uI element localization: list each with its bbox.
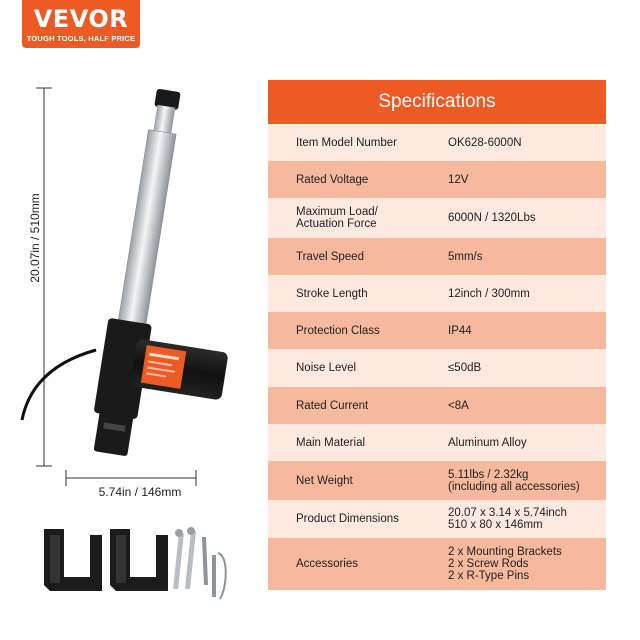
spec-key: Item Model Number xyxy=(296,136,397,149)
spec-key: Product Dimensions xyxy=(296,513,399,525)
spec-value: <8A xyxy=(448,399,469,412)
spec-row xyxy=(268,312,606,349)
spec-value: OK628-6000N xyxy=(448,136,522,149)
spec-value: 20.07 x 3.14 x 5.74inch 510 x 80 x 146mm xyxy=(448,507,567,531)
spec-row xyxy=(268,124,606,161)
spec-key: Travel Speed xyxy=(296,250,364,263)
spec-row xyxy=(268,349,606,387)
spec-key: Main Material xyxy=(296,436,366,449)
spec-value: 12inch / 300mm xyxy=(448,287,530,300)
height-dimension-label: 20.07in / 510mm xyxy=(28,193,42,283)
specifications-table xyxy=(268,80,606,600)
spec-key: Protection Class xyxy=(296,324,380,337)
spec-value: 6000N / 1320Lbs xyxy=(448,212,536,224)
spec-row xyxy=(268,238,606,275)
spec-row xyxy=(268,161,606,198)
spec-value: Aluminum Alloy xyxy=(448,436,527,449)
spec-value: 2 x Mounting Brackets 2 x Screw Rods 2 x R-Type Pins xyxy=(448,546,562,582)
spec-value: 5.11lbs / 2.32kg (including all accessories) xyxy=(448,468,580,493)
spec-key: Rated Voltage xyxy=(296,173,369,186)
accessories-illustration xyxy=(36,515,246,615)
vevor-logo xyxy=(22,0,140,48)
spec-key: Stroke Length xyxy=(296,287,368,300)
spec-row xyxy=(268,538,606,590)
spec-key: Rated Current xyxy=(296,399,369,412)
specifications-title: Specifications xyxy=(268,80,606,124)
spec-value: ≤50dB xyxy=(448,362,482,374)
spec-row xyxy=(268,424,606,461)
spec-key: Accessories xyxy=(296,558,358,570)
logo-brand: VEVOR xyxy=(33,5,129,33)
logo-tagline: TOUGH TOOLS, HALF PRICE xyxy=(26,34,136,43)
spec-key: Noise Level xyxy=(296,362,357,374)
width-dimension-label: 5.74in / 146mm xyxy=(98,485,182,499)
spec-row xyxy=(268,387,606,424)
spec-key: Net Weight xyxy=(296,474,353,487)
spec-row xyxy=(268,461,606,500)
spec-row xyxy=(268,500,606,538)
spec-value: 12V xyxy=(448,173,469,186)
spec-value: IP44 xyxy=(448,324,472,337)
spec-key: Maximum Load/ Actuation Force xyxy=(296,206,378,230)
spec-value: 5mm/s xyxy=(448,250,483,263)
spec-row xyxy=(268,198,606,238)
spec-row xyxy=(268,275,606,312)
